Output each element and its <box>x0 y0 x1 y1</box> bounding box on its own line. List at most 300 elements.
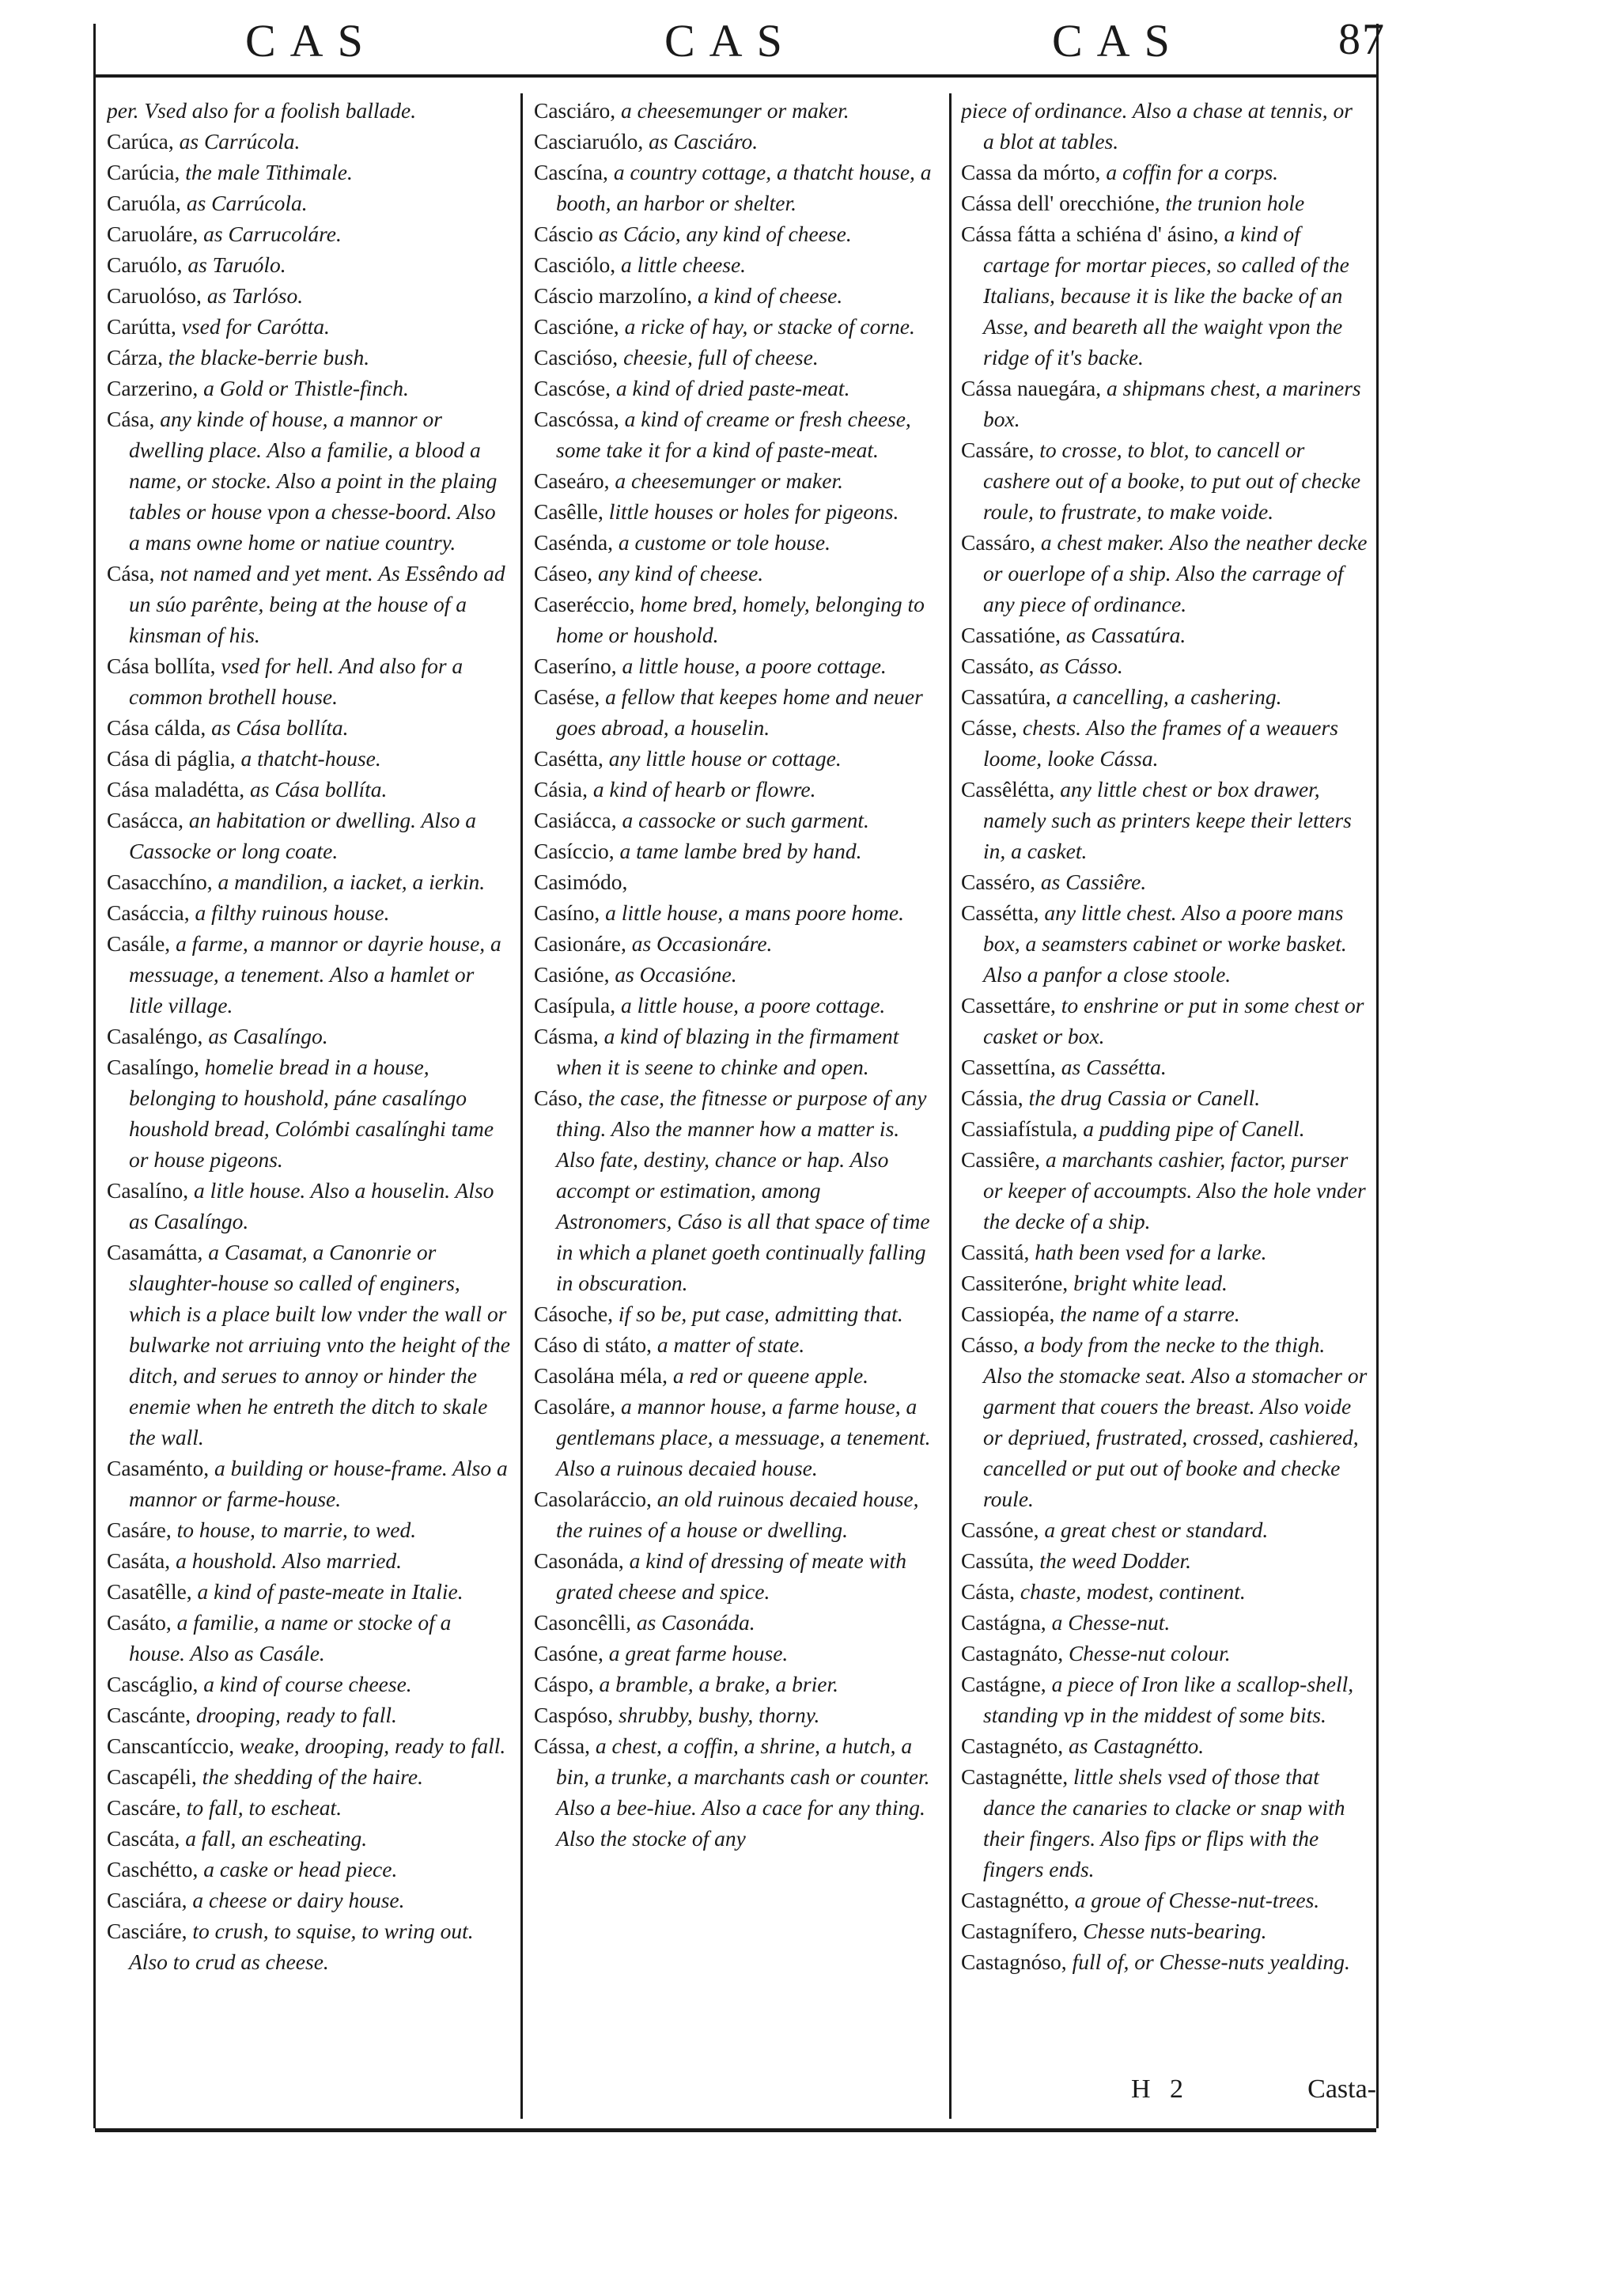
entry-definition: a piece of Iron like a scallop-shell, standing vp in the middest of some bits. <box>983 1672 1354 1727</box>
entry-definition: to crosse, to blot, to cancell or cashere out of a booke, to put out of checke roule, to frustrate, to make voide. <box>983 438 1361 524</box>
dictionary-entry <box>534 1730 937 1854</box>
dictionary-entry <box>961 619 1368 650</box>
entry-definition: a cancelling, a cashering. <box>1056 684 1282 709</box>
entry-definition: a houshold. Also married. <box>176 1548 403 1573</box>
dictionary-entry <box>534 650 937 681</box>
dictionary-entry <box>107 1699 510 1730</box>
dictionary-entry <box>107 1051 510 1175</box>
dictionary-entry <box>107 1854 510 1885</box>
entry-headword: Cáso, <box>534 1085 583 1110</box>
entry-definition: a mandilion, a iacket, a ierkin. <box>218 870 486 894</box>
entry-headword: Castagnóso, <box>961 1949 1067 1974</box>
entry-definition: as Cassatúra. <box>1065 623 1186 647</box>
header-headword-right: CAS <box>1052 15 1184 66</box>
entry-definition: any kind of cheese. <box>597 561 764 585</box>
entry-definition: vsed for Carótta. <box>181 314 330 339</box>
entry-headword: Casétta, <box>534 746 603 771</box>
entry-definition: a chest, a coffin, a shrine, a hutch, a bin, a trunke, a marchants cash or counter. Also a bee-hiue. Also a cace for any thing. Also the stocke of any <box>556 1733 930 1851</box>
entry-headword: Caruólo, <box>107 252 183 277</box>
entry-definition: an habitation or dwelling. Also a Cassocke or long coate. <box>129 808 476 863</box>
entry-headword: Cascáta, <box>107 1826 180 1851</box>
entry-headword: Casácca, <box>107 808 184 832</box>
dictionary-entry <box>107 1237 510 1453</box>
dictionary-entry <box>961 1082 1368 1113</box>
dictionary-entry <box>107 1607 510 1669</box>
dictionary-entry <box>107 1021 510 1051</box>
dictionary-entry <box>107 1885 510 1915</box>
dictionary-entry <box>107 805 510 866</box>
dictionary-entry <box>534 1021 937 1082</box>
dictionary-entry <box>107 1823 510 1854</box>
entry-definition: a kind of blazing in the firmament when it is seene to chinke and open. <box>556 1024 899 1079</box>
dictionary-entry <box>107 1453 510 1514</box>
dictionary-entry <box>107 1669 510 1699</box>
header-rule <box>95 74 1376 78</box>
entry-definition: as Cácio, any kind of cheese. <box>598 222 852 246</box>
dictionary-entry <box>534 1360 937 1391</box>
dictionary-entry <box>961 712 1368 774</box>
entry-definition: to house, to marrie, to wed. <box>176 1517 417 1542</box>
entry-headword: Cásma, <box>534 1024 599 1048</box>
entry-definition: the trunion hole <box>1165 191 1305 215</box>
frame-right-rule <box>1376 24 1379 2128</box>
dictionary-entry <box>961 527 1368 619</box>
entry-headword: Cascióso, <box>534 345 619 369</box>
entry-headword: Cáso di státo, <box>534 1332 652 1357</box>
entry-definition: a fall, an escheating. <box>185 1826 368 1851</box>
dictionary-entry <box>534 126 937 157</box>
entry-definition: a bramble, a brake, a brier. <box>599 1672 838 1696</box>
entry-headword: Casciaruólo, <box>534 129 644 153</box>
catchword: Casta- <box>1307 2074 1376 2104</box>
entry-headword: Cássa dell' orecchióne, <box>961 191 1160 215</box>
entry-headword: Cassiêre, <box>961 1147 1041 1172</box>
entry-definition: bright white lead. <box>1073 1271 1228 1295</box>
header-headword-left: CAS <box>245 15 377 66</box>
entry-headword: Cássa fátta a schiéna d' ásino, <box>961 222 1219 246</box>
entry-headword: Casaléngo, <box>107 1024 203 1048</box>
entry-headword: Casoláre, <box>534 1394 616 1419</box>
entry-definition: the weed Dodder. <box>1039 1548 1192 1573</box>
entry-definition: per. Vsed also for a foolish ballade. <box>107 98 417 123</box>
entry-definition: as Cassiêre. <box>1040 870 1147 894</box>
entry-headword: Cásta, <box>961 1579 1015 1604</box>
entry-definition: cheesie, full of cheese. <box>623 345 819 369</box>
dictionary-entry <box>534 249 937 280</box>
entry-headword: Cása, <box>107 407 155 431</box>
dictionary-entry <box>534 835 937 866</box>
entry-definition: a marchants cashier, factor, purser or keeper of accoumpts. Also the hole vnder the decke of a ship. <box>983 1147 1366 1233</box>
dictionary-entry <box>961 1298 1368 1329</box>
entry-definition: little shels vsed of those that dance the canaries to clacke or snap with their fingers. Also fips or flips with the fingers ends. <box>983 1764 1345 1881</box>
entry-definition: a red or queene apple. <box>672 1363 869 1388</box>
dictionary-entry <box>107 1915 510 1977</box>
entry-headword: Cassatióne, <box>961 623 1061 647</box>
entry-headword: Cassiafístula, <box>961 1116 1078 1141</box>
dictionary-entry <box>961 434 1368 527</box>
dictionary-entry <box>534 866 937 897</box>
frame-left-rule <box>93 24 96 2128</box>
entry-definition: as Cása bollíta. <box>211 715 349 740</box>
entry-headword: Casiácca, <box>534 808 617 832</box>
entry-definition: a tame lambe bred by hand. <box>619 839 862 863</box>
entry-headword: Cascánte, <box>107 1703 191 1727</box>
dictionary-entry <box>107 1175 510 1237</box>
entry-headword: Casése, <box>534 684 600 709</box>
dictionary-entry <box>534 1699 937 1730</box>
dictionary-entry <box>107 311 510 342</box>
entry-headword: Cása di páglia, <box>107 746 236 771</box>
entry-definition: full of, or Chesse-nuts yealding. <box>1072 1949 1350 1974</box>
header-headword-center: CAS <box>664 15 796 66</box>
dictionary-entry <box>107 866 510 897</box>
entry-headword: Casciáre, <box>107 1919 187 1943</box>
entry-headword: Cása maladétta, <box>107 777 245 801</box>
entry-headword: Cascapéli, <box>107 1764 197 1789</box>
dictionary-entry <box>961 1730 1368 1761</box>
entry-definition: the blacke-berrie bush. <box>168 345 370 369</box>
entry-definition: a thatcht-house. <box>240 746 381 771</box>
entry-definition: a chest maker. Also the neather decke or ouerlope of a ship. Also the carrage of any piece of ordinance. <box>983 530 1368 616</box>
dictionary-entry <box>107 650 510 712</box>
entry-definition: a cheesemunger or maker. <box>620 98 849 123</box>
entry-definition: an old ruinous decaied house, the ruines of a house or dwelling. <box>556 1487 919 1542</box>
entry-headword: Casimódo, <box>534 870 628 894</box>
entry-headword: Casípula, <box>534 993 616 1017</box>
entry-headword: Cása cálda, <box>107 715 206 740</box>
dictionary-entry <box>534 990 937 1021</box>
entry-headword: Casamátta, <box>107 1240 203 1264</box>
entry-headword: Canscantíccio, <box>107 1733 235 1758</box>
dictionary-entry <box>534 1638 937 1669</box>
entry-definition: a building or house-frame. Also a mannor or farme-house. <box>129 1456 508 1511</box>
entry-headword: Cascáre, <box>107 1795 181 1820</box>
entry-headword: Castagnétto, <box>961 1888 1069 1912</box>
dictionary-entry <box>534 1483 937 1545</box>
entry-definition: any little chest or box drawer, namely such as printers keepe their letters in, a casket. <box>983 777 1352 863</box>
entry-definition: a familie, a name or stocke of a house. Also as Casále. <box>129 1610 452 1665</box>
entry-definition: a fellow that keepes home and neuer goes abroad, a houselin. <box>556 684 923 740</box>
entry-definition: the case, the fitnesse or purpose of any thing. Also the manner how a matter is. Also fate, destiny, chance or hap. Also accompt or estimation, among Astronomers, Cáso is all that space of time in which a planet goeth continually falling in obscuration. <box>556 1085 930 1295</box>
entry-headword: Casatêlle, <box>107 1579 192 1604</box>
entry-headword: Caseríno, <box>534 654 617 678</box>
entry-headword: Cáscio <box>534 222 593 246</box>
entry-headword: Castágna, <box>961 1610 1046 1635</box>
dictionary-entry <box>534 928 937 959</box>
entry-headword: Casacchíno, <box>107 870 213 894</box>
entry-headword: Casalíno, <box>107 1178 189 1203</box>
footer-rule <box>95 2128 1376 2132</box>
entry-definition: as Cassétta. <box>1061 1055 1167 1079</box>
entry-definition: a kind of paste-meate in Italie. <box>197 1579 463 1604</box>
dictionary-entry <box>107 1761 510 1792</box>
entry-definition: piece of ordinance. Also a chase at tennis, or a blot at tables. <box>961 98 1353 153</box>
dictionary-entry <box>534 1607 937 1638</box>
entry-headword: Casáre, <box>107 1517 172 1542</box>
entry-headword: Cassiteróne, <box>961 1271 1069 1295</box>
dictionary-entry <box>534 1298 937 1329</box>
column-divider-1 <box>520 93 523 2119</box>
entry-headword: Caseáro, <box>534 468 610 493</box>
entry-definition: homelie bread in a house, belonging to houshold, páne casalíngo houshold bread, Colómbi casalínghi tame or house pigeons. <box>129 1055 494 1172</box>
entry-definition: not named and yet ment. As Essêndo ad un súo parênte, being at the house of a kinsman of his. <box>129 561 505 647</box>
dictionary-entry <box>961 373 1368 434</box>
entry-headword: Castagnétte, <box>961 1764 1069 1789</box>
dictionary-entry <box>534 527 937 558</box>
dictionary-entry <box>107 897 510 928</box>
entry-definition: as Casalíngo. <box>208 1024 328 1048</box>
dictionary-entry <box>107 743 510 774</box>
entry-definition: as Cásso. <box>1039 654 1123 678</box>
dictionary-entry <box>534 157 937 218</box>
entry-headword: Carzerino, <box>107 376 199 400</box>
entry-headword: Castágne, <box>961 1672 1046 1696</box>
entry-headword: Cásia, <box>534 777 588 801</box>
entry-headword: Casóne, <box>534 1641 603 1665</box>
dictionary-entry <box>534 373 937 404</box>
entry-headword: Casáto, <box>107 1610 172 1635</box>
dictionary-entry <box>961 1514 1368 1545</box>
entry-headword: Cása, <box>107 561 155 585</box>
entry-headword: Caséndа, <box>534 530 614 555</box>
entry-definition: as Carrúcola. <box>186 191 308 215</box>
entry-definition: as Carrucoláre. <box>203 222 342 246</box>
dictionary-entry <box>107 126 510 157</box>
entry-headword: Caruoláre, <box>107 222 199 246</box>
entry-definition: a body from the necke to the thigh. Also the stomacke seat. Also a stomacher or garment that couers the breast. Also voide or depriued, frustrated, crossed, cashiered, cancelled or put out of booke and checke roule. <box>983 1332 1368 1511</box>
dictionary-entry <box>961 1607 1368 1638</box>
dictionary-entry <box>534 311 937 342</box>
entry-headword: Casalíngo, <box>107 1055 199 1079</box>
entry-headword: Casséro, <box>961 870 1035 894</box>
entry-headword: Cassiopéa, <box>961 1301 1055 1326</box>
entry-headword: Cascóse, <box>534 376 611 400</box>
dictionary-entry <box>961 1113 1368 1144</box>
entry-headword: Cassáto, <box>961 654 1035 678</box>
entry-definition: to enshrine or put in some chest or casket or box. <box>983 993 1364 1048</box>
entry-headword: Cassatúra, <box>961 684 1051 709</box>
dictionary-entry <box>961 1576 1368 1607</box>
entry-definition: the drug Cassia or Canell. <box>1028 1085 1261 1110</box>
entry-headword: Casonáda, <box>534 1548 624 1573</box>
dictionary-entry <box>534 558 937 589</box>
entry-definition: drooping, ready to fall. <box>196 1703 397 1727</box>
dictionary-entry <box>534 496 937 527</box>
entry-headword: Casióne, <box>534 962 610 987</box>
entry-definition: a shipmans chest, a mariners box. <box>983 376 1361 431</box>
dictionary-entry <box>534 805 937 835</box>
entry-headword: Cassóne, <box>961 1517 1039 1542</box>
entry-definition: a pudding pipe of Canell. <box>1083 1116 1305 1141</box>
entry-headword: Cassettína, <box>961 1055 1056 1079</box>
entry-headword: Casciára, <box>107 1888 187 1912</box>
entry-definition: if so be, put case, admitting that. <box>618 1301 903 1326</box>
entry-definition: as Casciáro. <box>649 129 759 153</box>
entry-definition: shrubby, bushy, thorny. <box>618 1703 820 1727</box>
entry-definition: any little house or cottage. <box>608 746 842 771</box>
entry-headword: Cascáglio, <box>107 1672 199 1696</box>
entry-headword: Castagnéto, <box>961 1733 1064 1758</box>
dictionary-entry <box>961 681 1368 712</box>
entry-definition: a little house, a mans poore home. <box>605 900 904 925</box>
dictionary-entry <box>534 897 937 928</box>
dictionary-entry <box>961 157 1368 188</box>
dictionary-entry <box>961 1638 1368 1669</box>
entry-headword: Casciólo, <box>534 252 616 277</box>
entry-definition: a filthy ruinous house. <box>195 900 390 925</box>
entry-headword: Cassúta, <box>961 1548 1035 1573</box>
entry-definition: chaste, modest, continent. <box>1020 1579 1246 1604</box>
entry-definition: to crush, to squise, to wring out. Also to crud as cheese. <box>129 1919 474 1974</box>
entry-definition: as Casonáda. <box>636 1610 755 1635</box>
dictionary-entry <box>961 188 1368 218</box>
dictionary-entry <box>107 774 510 805</box>
entry-headword: Cássa nauegára, <box>961 376 1102 400</box>
dictionary-entry <box>534 681 937 743</box>
entry-headword: Caruolóso, <box>107 283 202 308</box>
entry-definition: as Occasionáre. <box>631 931 773 956</box>
entry-definition: a cheese or dairy house. <box>192 1888 405 1912</box>
entry-definition: the male Tithimale. <box>185 160 353 184</box>
entry-definition: as Castagnétto. <box>1068 1733 1205 1758</box>
entry-definition: to fall, to escheat. <box>186 1795 342 1820</box>
entry-definition: weake, drooping, ready to fall. <box>240 1733 506 1758</box>
dictionary-entry <box>107 1576 510 1607</box>
entry-headword: Cássia, <box>961 1085 1023 1110</box>
entry-definition: a farme, a mannor or dayrie house, a messuage, a tenement. Also a hamlet or litle village. <box>129 931 501 1017</box>
entry-definition: a matter of state. <box>656 1332 805 1357</box>
entry-headword: Casoláна méla, <box>534 1363 668 1388</box>
entry-headword: Carúcia, <box>107 160 180 184</box>
dictionary-entry <box>961 1267 1368 1298</box>
dictionary-entry <box>961 897 1368 990</box>
entry-definition: a cheesemunger or maker. <box>615 468 843 493</box>
entry-definition: little houses or holes for pigeons. <box>608 499 899 524</box>
entry-definition: as Taruólo. <box>187 252 286 277</box>
entry-definition: vsed for hell. And also for a common brothell house. <box>129 654 463 709</box>
column-middle <box>534 95 937 2120</box>
dictionary-entry <box>534 1391 937 1483</box>
entry-headword: Cassétta, <box>961 900 1039 925</box>
entry-headword: Casionáre, <box>534 931 626 956</box>
entry-headword: Casále, <box>107 931 171 956</box>
entry-headword: Casaménto, <box>107 1456 210 1480</box>
dictionary-entry <box>961 1329 1368 1514</box>
entry-headword: Caschétto, <box>107 1857 199 1881</box>
entry-definition: as Tarlóso. <box>206 283 304 308</box>
dictionary-entry <box>961 1946 1368 1977</box>
entry-definition: a Chesse-nut. <box>1051 1610 1171 1635</box>
entry-definition: home bred, homely, belonging to home or houshold. <box>556 592 925 647</box>
entry-definition: chests. Also the frames of a weauers loome, looke Cássa. <box>983 715 1338 771</box>
dictionary-entry <box>107 558 510 650</box>
dictionary-entry <box>107 1792 510 1823</box>
entry-headword: Cassitá, <box>961 1240 1030 1264</box>
dictionary-entry <box>534 465 937 496</box>
entry-headword: Casíno, <box>534 900 600 925</box>
entry-headword: Cassêlétta, <box>961 777 1055 801</box>
dictionary-entry <box>534 959 937 990</box>
entry-headword: Cascióne, <box>534 314 619 339</box>
entry-headword: Carúca, <box>107 129 174 153</box>
entry-definition: a Gold or Thistle-finch. <box>203 376 409 400</box>
dictionary-entry <box>107 218 510 249</box>
entry-definition: a great farme house. <box>608 1641 789 1665</box>
dictionary-entry <box>534 774 937 805</box>
dictionary-entry <box>107 95 510 126</box>
dictionary-entry <box>961 218 1368 373</box>
entry-definition: a kind of hearb or flowre. <box>592 777 816 801</box>
dictionary-entry <box>534 1669 937 1699</box>
entry-definition: as Cása bollíta. <box>249 777 388 801</box>
entry-definition: a little house, a poore cottage. <box>621 993 886 1017</box>
entry-definition: a ricke of hay, or stacke of corne. <box>624 314 915 339</box>
entry-headword: Cásse, <box>961 715 1018 740</box>
entry-headword: Cásso, <box>961 1332 1019 1357</box>
dictionary-entry <box>107 157 510 188</box>
entry-definition: a Casamat, a Canonrie or slaughter-house so called of enginers, which is a place built low vnder the wall or bulwarke not arriuing vnto the height of the ditch, and serues to annoy or hinder the enemie when he entreth the ditch to skale the wall. <box>129 1240 510 1449</box>
entry-headword: Casolaráccio, <box>534 1487 652 1511</box>
dictionary-entry <box>107 1514 510 1545</box>
dictionary-entry <box>534 743 937 774</box>
entry-headword: Castagnáto, <box>961 1641 1064 1665</box>
dictionary-entry <box>534 95 937 126</box>
entry-definition: any kinde of house, a mannor or dwelling place. Also a familie, a blood a name, or stocke. Also a point in the plaing tables or house vpon a chesse-boord. Also a mans owne home or natiue country. <box>129 407 498 555</box>
dictionary-entry <box>961 866 1368 897</box>
entry-headword: Casáta, <box>107 1548 171 1573</box>
entry-definition: hath been vsed for a larke. <box>1035 1240 1267 1264</box>
dictionary-entry <box>961 1545 1368 1576</box>
dictionary-entry <box>107 342 510 373</box>
entry-definition: a mannor house, a farme house, a gentlemans place, a messuage, a tenement. Also a ruinous decaied house. <box>556 1394 931 1480</box>
dictionary-entry <box>961 1885 1368 1915</box>
dictionary-entry <box>534 1329 937 1360</box>
entry-definition: any little chest. Also a poore mans box, a seamsters cabinet or worke basket. Also a panfor a close stoole. <box>983 900 1347 987</box>
column-left <box>107 95 510 2120</box>
entry-definition: a litle house. Also a houselin. Also as Casalíngo. <box>129 1178 494 1233</box>
dictionary-entry <box>961 990 1368 1051</box>
entry-definition: a great chest or standard. <box>1044 1517 1269 1542</box>
dictionary-entry <box>107 712 510 743</box>
dictionary-entry <box>107 249 510 280</box>
entry-definition: a groue of Chesse-nut-trees. <box>1074 1888 1320 1912</box>
entry-headword: Cascóssa, <box>534 407 619 431</box>
entry-headword: Cáscio marzolíno, <box>534 283 693 308</box>
entry-definition: a little cheese. <box>621 252 747 277</box>
entry-definition: Chesse nuts-bearing. <box>1083 1919 1267 1943</box>
dictionary-entry <box>961 1915 1368 1946</box>
running-header <box>95 14 1386 66</box>
dictionary-entry <box>534 342 937 373</box>
entry-headword: Casíccio, <box>534 839 615 863</box>
entry-headword: Cássa, <box>534 1733 591 1758</box>
dictionary-entry <box>534 1082 937 1298</box>
entry-headword: Cassáre, <box>961 438 1035 462</box>
entry-definition: a coffin for a corps. <box>1106 160 1279 184</box>
dictionary-entry <box>961 95 1368 157</box>
entry-definition: a kind of course cheese. <box>203 1672 412 1696</box>
dictionary-entry <box>534 1545 937 1607</box>
signature-mark: H 2 <box>1131 2074 1190 2104</box>
dictionary-entry <box>534 589 937 650</box>
dictionary-entry <box>961 1144 1368 1237</box>
page-footer <box>1131 2074 1376 2114</box>
dictionary-entry <box>961 1051 1368 1082</box>
entry-headword: Cassáro, <box>961 530 1035 555</box>
entry-headword: Castagnífero, <box>961 1919 1078 1943</box>
dictionary-entry <box>107 373 510 404</box>
entry-definition: as Carrúcola. <box>179 129 301 153</box>
